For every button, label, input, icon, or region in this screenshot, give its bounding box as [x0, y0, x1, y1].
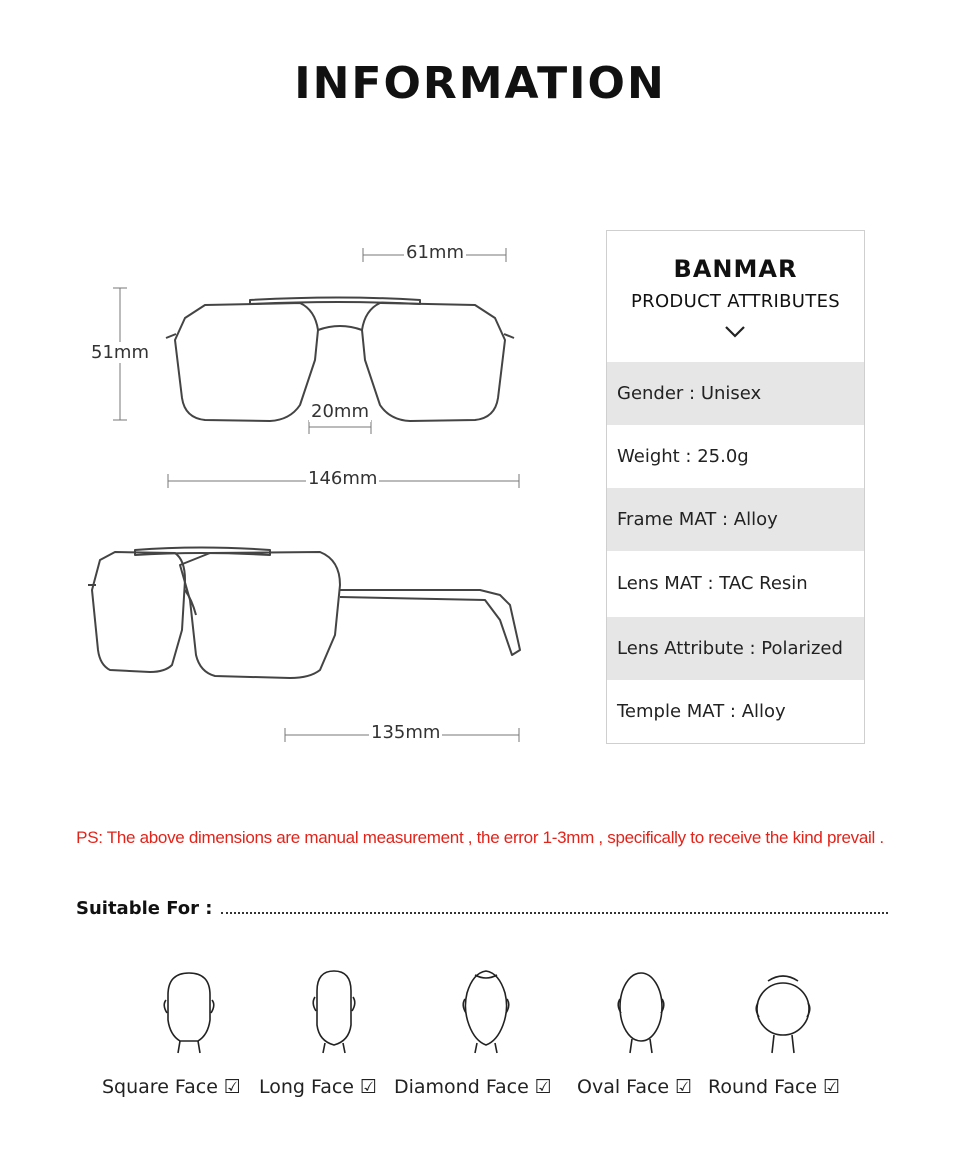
attribute-row-lens-material: Lens MAT : TAC Resin — [617, 573, 808, 594]
checkbox-icon: ☑ — [823, 1076, 841, 1098]
suitable-for-row — [76, 898, 888, 919]
card-subtitle: PRODUCT ATTRIBUTES — [631, 291, 840, 312]
dotted-leader — [221, 900, 888, 914]
lens-height-label: 51mm — [91, 342, 149, 363]
lens-width-label: 61mm — [406, 242, 464, 263]
temple-length-label: 135mm — [371, 722, 441, 743]
attribute-row-lens-attribute: Lens Attribute : Polarized — [607, 617, 864, 680]
long-face-icon — [303, 965, 365, 1055]
bridge-width-label: 20mm — [311, 401, 369, 422]
face-label-diamond: Diamond Face ☑ — [394, 1076, 552, 1098]
measurement-note: PS: The above dimensions are manual measurement , the error 1-3mm , specifically to receive the kind prevail . — [76, 828, 884, 847]
checkbox-icon: ☑ — [675, 1076, 693, 1098]
chevron-down-icon — [724, 325, 746, 339]
square-face-icon — [158, 965, 220, 1055]
face-label-long: Long Face ☑ — [259, 1076, 378, 1098]
checkbox-icon: ☑ — [534, 1076, 552, 1098]
attribute-row-gender: Gender : Unisex — [607, 362, 864, 425]
frame-width-label: 146mm — [308, 468, 378, 489]
brand-logo: BANMAR — [673, 255, 798, 283]
attribute-row-weight: Weight : 25.0g — [617, 446, 749, 467]
product-attributes-card — [606, 230, 865, 744]
face-label-square: Square Face ☑ — [102, 1076, 241, 1098]
checkbox-icon: ☑ — [223, 1076, 241, 1098]
face-label-round: Round Face ☑ — [708, 1076, 841, 1098]
face-label-oval: Oval Face ☑ — [577, 1076, 693, 1098]
checkbox-icon: ☑ — [359, 1076, 378, 1098]
attribute-row-frame-material: Frame MAT : Alloy — [607, 488, 864, 551]
diamond-face-icon — [455, 965, 517, 1055]
oval-face-icon — [610, 965, 672, 1055]
glasses-diagram — [0, 0, 600, 780]
suitable-for-label: Suitable For : — [76, 898, 213, 919]
round-face-icon — [752, 965, 814, 1055]
page-title: INFORMATION — [294, 58, 666, 109]
attribute-row-temple-material: Temple MAT : Alloy — [617, 701, 786, 722]
